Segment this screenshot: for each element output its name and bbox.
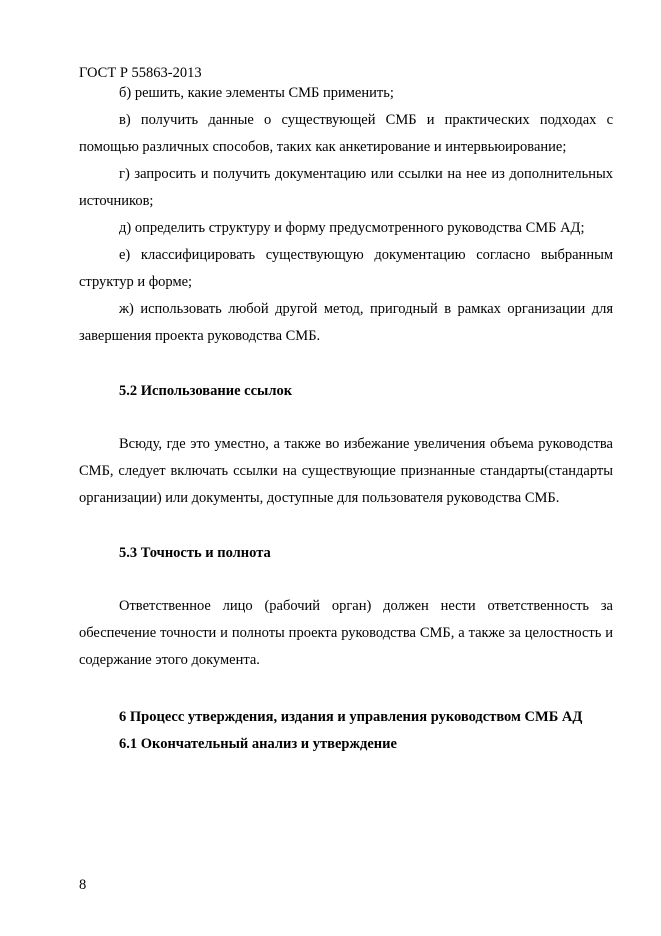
list-item-v: в) получить данные о существующей СМБ и практических подходах с помощью различных способов, таких как анкетирование и интервьюирование; xyxy=(79,112,613,155)
section-5-3-heading: 5.3 Точность и полнота xyxy=(119,545,271,561)
section-5-2-paragraph: Всюду, где это уместно, а также во избежание увеличения объема руководства СМБ, следует включать ссылки на существующие признанные стандарты(стандарты организации) или документы, доступные для пользователя руководства СМБ. xyxy=(79,436,613,506)
section-6-heading: 6 Процесс утверждения, издания и управления руководством СМБ АД xyxy=(119,709,583,725)
section-6-1-heading: 6.1 Окончательный анализ и утверждение xyxy=(119,736,397,752)
standard-header: ГОСТ Р 55863-2013 xyxy=(79,65,202,81)
spacer xyxy=(79,405,613,431)
list-item-zh: ж) использовать любой другой метод, пригодный в рамках организации для завершения проекта руководства СМБ. xyxy=(79,301,613,344)
page-number: 8 xyxy=(79,877,87,893)
section-5-3-paragraph: Ответственное лицо (рабочий орган) должен нести ответственность за обеспечение точности и полноты проекта руководства СМБ, а также за целостность и содержание этого документа. xyxy=(79,598,613,668)
spacer xyxy=(79,512,613,540)
spacer xyxy=(79,350,613,378)
section-5-2-heading: 5.2 Использование ссылок xyxy=(119,383,293,399)
list-item-e: е) классифицировать существующую документацию согласно выбранным структур и форме; xyxy=(79,247,613,290)
list-item-b: б) решить, какие элементы СМБ применить; xyxy=(119,85,394,101)
list-item-d: д) определить структуру и форму предусмотренного руководства СМБ АД; xyxy=(119,220,585,236)
page-content xyxy=(79,80,613,758)
spacer xyxy=(79,567,613,593)
list-item-g: г) запросить и получить документацию или ссылки на нее из дополнительных источников; xyxy=(79,166,613,209)
spacer xyxy=(79,674,613,704)
